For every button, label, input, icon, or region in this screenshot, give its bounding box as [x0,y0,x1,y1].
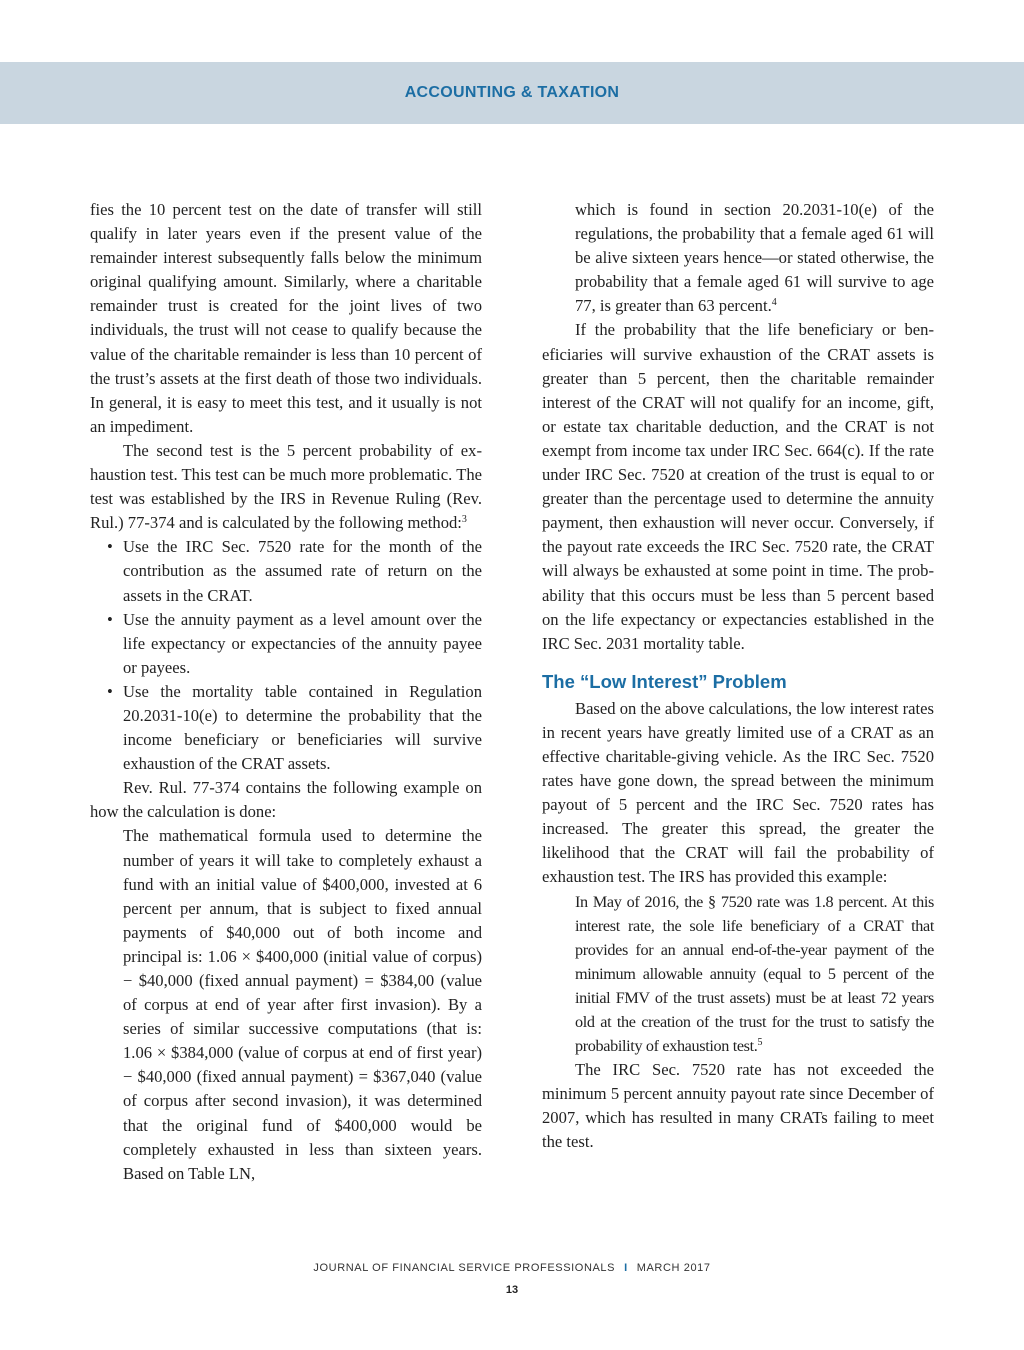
left-paragraph-3: Rev. Rul. 77-374 contains the following example on how the calculation is done: [90,778,482,822]
page-number: 13 [505,1284,519,1296]
footnote-ref-3: 3 [461,514,467,526]
left-paragraph-2 [90,439,482,535]
left-column [90,198,482,1186]
left-paragraph-2-text: The second test is the 5 percent probability of exhaustion test. This test can be much more problematic. The test was established by the IRS in Revenue Ruling (Rev. Rul.) 77-374 and is calculated by the following method: [90,440,482,533]
bullet-icon: • [107,537,113,557]
journal-title: JOURNAL OF FINANCIAL SERVICE PROFESSIONALS [313,1262,616,1274]
list-item [90,535,482,607]
page-footer [0,1262,1024,1274]
list-item [90,608,482,680]
section-heading-low-interest: The “Low Interest” Problem [542,670,787,692]
irs-example-quote [542,890,934,1059]
bullet-icon: • [107,681,113,701]
footer-separator: I [624,1262,628,1274]
footnote-ref-4: 4 [771,297,777,309]
right-paragraph-2: Based on the above calculations, the low interest rates in recent years have greatly limited use of a CRAT as an effective charitable-giving vehicle. As the IRC Sec. 7520 rates have gone down, the spread between the minimum payout of 5 percent and the IRC Sec. 7520 rates has increased. The greater this spread, the greater the likelihood that the CRAT will fail the probability of exhaustion test. The IRS has provided this example: [542,698,934,887]
irs-example-quote-text: In May of 2016, the § 7520 rate was 1.8 percent. At this interest rate, the sole life beneficiary of a CRAT that provides for an annual end-of-the-year payment of the minimum allowable annuity (equal to 5 percent of the initial FMV of the trust assets) must be at least 72 years old at the creation of the trust for the trust to satisfy the probability of exhaustion test. [575,892,934,1056]
issue-date: MARCH 2017 [636,1262,711,1274]
bullet-icon: • [107,609,113,629]
right-paragraph-3: The IRC Sec. 7520 rate has not exceeded the minimum 5 percent annuity payout rate since December of 2007, which has resulted in many CRATs failing to meet the test. [542,1060,934,1152]
list-item [90,680,482,776]
right-column [542,198,934,1155]
left-paragraph-1: fies the 10 percent test on the date of transfer will still qualify in later years even if the present value of the remainder interest subsequently falls below the minimum original qualifying amount. Similarly, where a charitable remainder trust is created for the joint lives of two individuals, the trust will not cease to qualify because the value of the charitable remainder is less than 10 percent of the trust’s assets at the first death of those two individuals. In general, it is easy to meet this test, and it usually is not an impediment. [90,200,482,436]
right-paragraph-1: If the probability that the life beneficiary or beneficiaries will survive exhaustion of the CRAT assets is greater than 5 percent, then the charitable remainder interest of the CRAT will not qualify for an income, gift, or estate tax charitable deduction, and the CRAT is not exempt from income tax under IRC Sec. 664(c). If the rate under IRC Sec. 7520 at creation of the trust is equal to or greater than the percentage used to determine the annuity payment, then exhaustion will never occur. Conversely, if the payout rate exceeds the IRC Sec. 7520 rate, the CRAT will always be exhausted at some point in time. The probability that this occurs must be less than 5 percent based on the life expectancy or expectancies established in the IRC Sec. 2031 mortality table. [542,320,934,653]
ruling-example-quote: The mathematical formula used to determine the number of years it will take to completely exhaust a fund with an initial value of $400,000, invested at 6 percent per annum, that is subject to fixed annual payments of $40,000 out of both income and principal is: 1.06 × $400,000 (initial value of corpus) − $40,000 (fixed annual payment) = $384,00 (value of corpus at end of year after first invasion). By a series of similar successive computations (that is: 1.06 × $384,000 (value of corpus at end of first year) − $40,000 (fixed annual payment) = $367,040 (value of corpus after second invasion), it was determined that the original fund of $400,000 would be completely exhausted in less than sixteen years. Based on Table LN, [123,826,482,1183]
quote-continued-text: which is found in section 20.2031-10(e) of the regulations, the probability that a female aged 61 will be alive sixteen years hence—or stated otherwise, the probability that a female aged 61 will survive to age 77, is greater than 63 percent. [575,200,934,316]
list-item-text: Use the IRC Sec. 7520 rate for the month of the contribution as the assumed rate of return on the assets in the CRAT. [123,537,482,605]
section-header-band [0,62,1024,124]
list-item-text: Use the annuity payment as a level amount over the life expectancy or expectancies of the annuity payee or payees. [123,609,482,677]
footnote-ref-5: 5 [757,1037,763,1049]
method-bullet-list [90,535,482,776]
ruling-example-quote-continued [542,198,934,318]
list-item-text: Use the mortality table contained in Regulation 20.2031-10(e) to determine the probability that the income beneficiary or beneficiaries will survive exhaustion of the CRAT assets. [123,681,482,774]
section-label: ACCOUNTING & TAXATION [404,84,620,101]
